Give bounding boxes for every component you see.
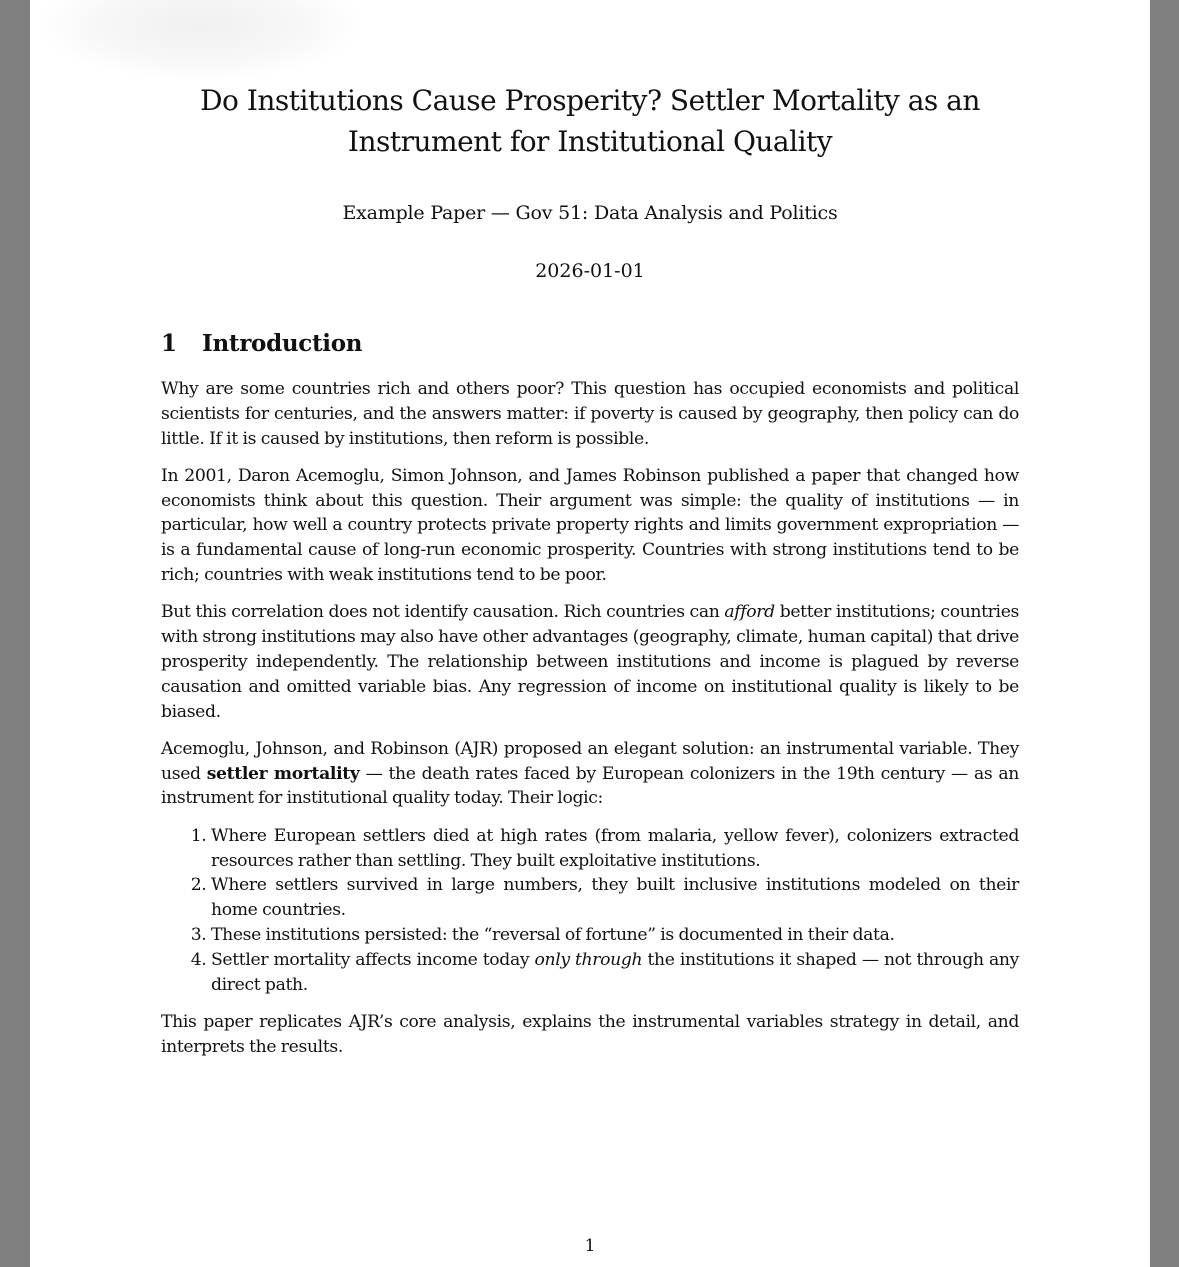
paper-title [30, 80, 1150, 162]
paragraph-4-text-a: Acemoglu, Johnson, and Robinson (AJR) proposed an elegant solution: an instrumental variable. They used [161, 738, 1019, 784]
paragraph-1: Why are some countries rich and others poor? This question has occupied economists and political scientists for centuries, and the answers matter: if poverty is caused by geography, then policy can do little. If it is caused by institutions, then reform is possible. [161, 379, 1019, 449]
paper-subtitle: Example Paper — Gov 51: Data Analysis and Politics [342, 202, 838, 224]
list-item: 2. Where settlers survived in large numbers, they built inclusive institutions modeled on their home countries. [211, 873, 1019, 923]
page-shadow-artifact [40, 0, 360, 80]
list-item-4-text-a: Settler mortality affects income today [211, 949, 535, 970]
title-line-2: Instrument for Institutional Quality [347, 125, 833, 158]
title-line-1: Do Institutions Cause Prosperity? Settler Mortality as an [200, 84, 980, 117]
section-body [161, 377, 1019, 1072]
paragraph-3-text-b: better institutions; countries with strong institutions may also have other advantages (geography, climate, human capital) that drive prosperity independently. The relationship between institutions and income is plagued by reverse causation and omitted variable bias. Any regression of income on institutional quality is likely to be biased. [161, 602, 1019, 722]
list-item-4-text-b: the institutions it shaped — not through any direct path. [211, 949, 1019, 995]
section-number: 1 [161, 330, 177, 357]
paragraph-4 [161, 737, 1019, 811]
list-item-4-emphasis: only through [534, 949, 643, 970]
paragraph-4-text-b: — the death rates faced by European colonizers in the 19th century — as an instrument for institutional quality today. Their logic: [161, 763, 1020, 809]
paragraph-5: This paper replicates AJR’s core analysis, explains the instrumental variables strategy in detail, and interprets the results. [161, 1011, 1019, 1057]
page-number: 1 [584, 1236, 596, 1256]
paragraph-2: In 2001, Daron Acemoglu, Simon Johnson, and James Robinson published a paper that changed how economists think about this question. Their argument was simple: the quality of institutions — in particular, how well a country protects private property rights and limits government expropriation — is a fundamental cause of long-run economic prosperity. Countries with strong institutions tend to be rich; countries with weak institutions tend to be poor. [161, 465, 1019, 586]
list-item [211, 948, 1019, 998]
paragraph-3-text-a: But this correlation does not identify causation. Rich countries can [161, 602, 725, 623]
list-item: 1. Where European settlers died at high rates (from malaria, yellow fever), colonizers extracted resources rather than settling. They built exploitative institutions. [211, 824, 1019, 874]
section-heading [161, 328, 362, 360]
list-item: 3. These institutions persisted: the “reversal of fortune” is documented in their data. [211, 923, 1019, 948]
paragraph-3-emphasis: afford [724, 602, 775, 623]
paragraph-4-bold: settler mortality [206, 763, 360, 784]
section-title: Introduction [202, 330, 363, 357]
pdf-page [30, 0, 1150, 1267]
paper-date: 2026-01-01 [535, 260, 645, 282]
paragraph-3 [161, 600, 1019, 724]
logic-list [161, 824, 1019, 998]
